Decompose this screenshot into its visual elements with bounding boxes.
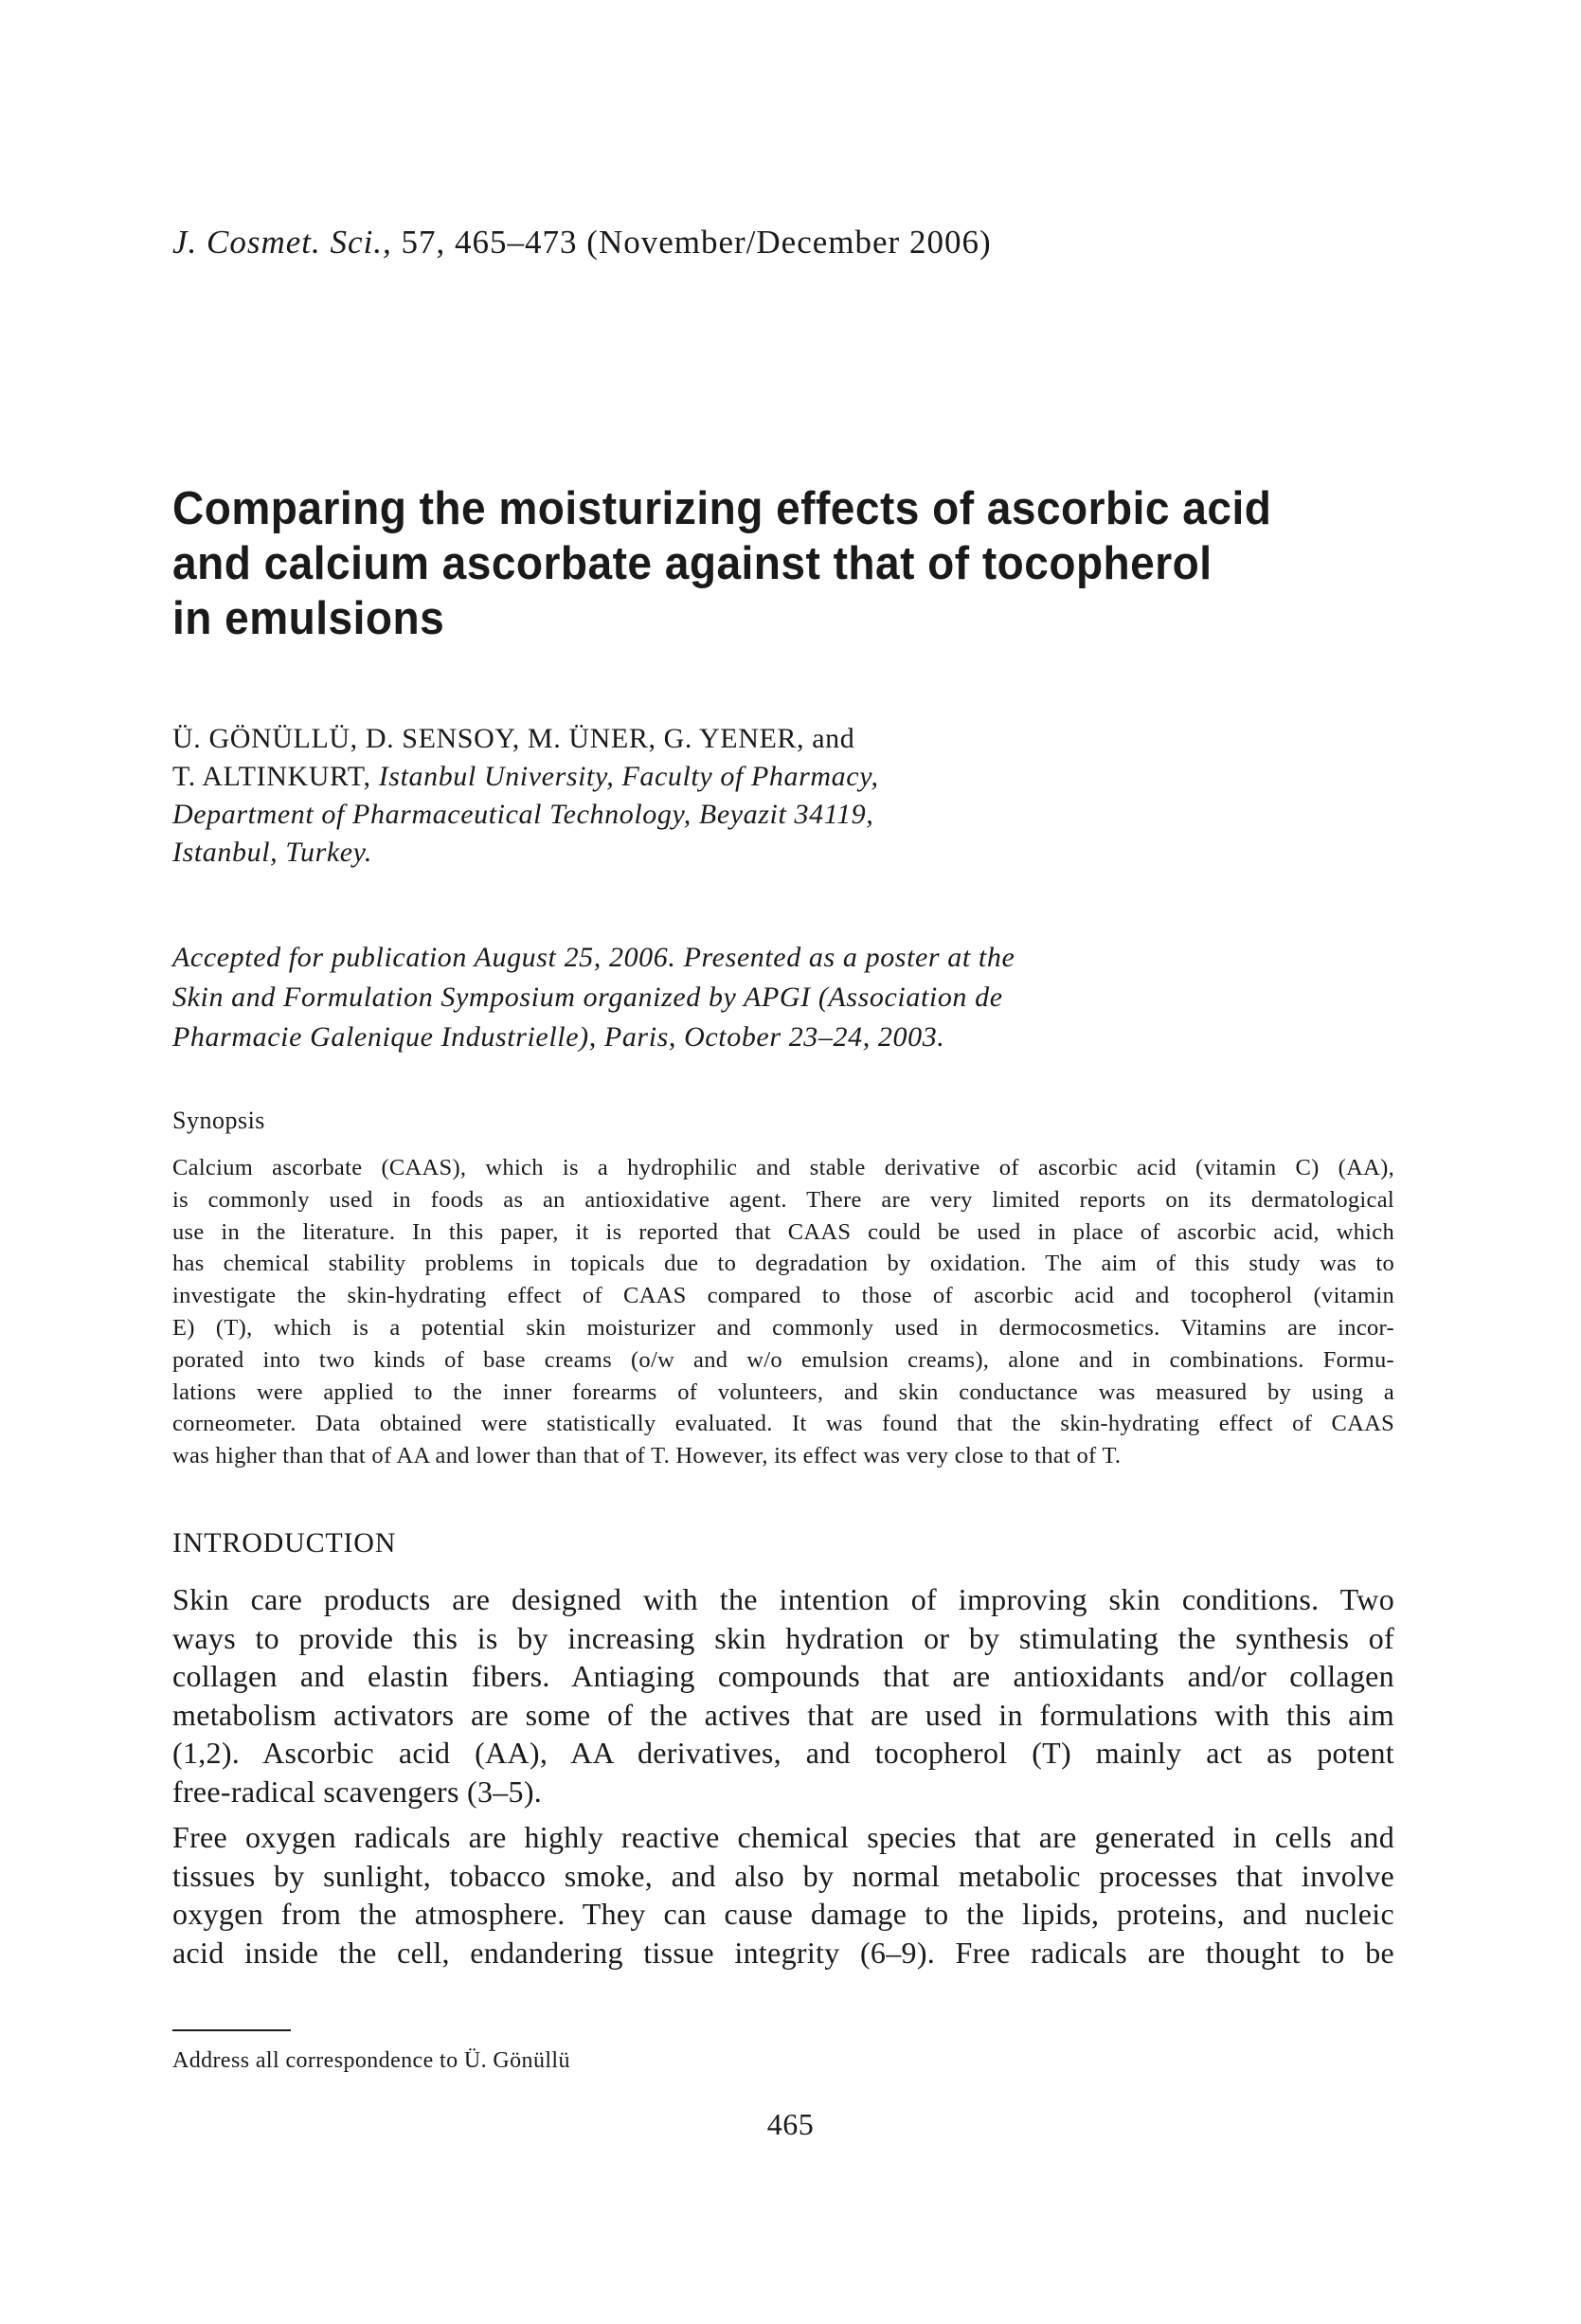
journal-abbrev: J. Cosmet. Sci., xyxy=(172,224,392,261)
text-line: Free oxygen radicals are highly reactive chemical species that are generated in cells and xyxy=(172,1820,1394,1854)
text-line: free-radical scavengers (3–5). xyxy=(172,1774,543,1809)
publication-note-line: Accepted for publication August 25, 2006. Presented as a poster at the xyxy=(172,942,1015,973)
text-line: (1,2). Ascorbic acid (AA), AA derivatives, and tocopherol (T) mainly act as potent xyxy=(172,1736,1394,1770)
introduction-body xyxy=(172,1580,1394,1979)
author-line xyxy=(172,758,879,796)
text-line: metabolism activators are some of the actives that are used in formulations with this aim xyxy=(172,1697,1394,1732)
synopsis-line: lations were applied to the inner forearms of volunteers, and skin conductance was measured by using a xyxy=(172,1378,1394,1405)
synopsis-line: has chemical stability problems in topicals due to degradation by oxidation. The aim of this study was to xyxy=(172,1251,1394,1277)
text-line: tissues by sunlight, tobacco smoke, and also by normal metabolic processes that involve xyxy=(172,1858,1394,1893)
synopsis-line: E) (T), which is a potential skin moisturizer and commonly used in dermocosmetics. Vitamins are incor- xyxy=(172,1314,1394,1341)
author-names: T. ALTINKURT, xyxy=(172,761,379,792)
publication-note xyxy=(172,938,1015,1057)
synopsis-text xyxy=(172,1152,1394,1472)
affiliation-line: Department of Pharmaceutical Technology, Beyazit 34119, xyxy=(172,799,874,830)
journal-citation xyxy=(172,224,992,261)
synopsis-line: use in the literature. In this paper, it is reported that CAAS could be used in place of ascorbic acid, which xyxy=(172,1218,1394,1245)
title-line: Comparing the moisturizing effects of ascorbic acid xyxy=(172,483,1272,534)
synopsis-line: was higher than that of AA and lower than that of T. However, its effect was very close to that of T. xyxy=(172,1443,1122,1469)
synopsis-line: is commonly used in foods as an antioxidative agent. There are very limited reports on its dermatological xyxy=(172,1186,1394,1213)
publication-note-line: Pharmacie Galenique Industrielle), Paris, October 23–24, 2003. xyxy=(172,1021,945,1053)
title-line: and calcium ascorbate against that of tocopherol xyxy=(172,538,1213,589)
synopsis-line: porated into two kinds of base creams (o/w and w/o emulsion creams), alone and in combinations. Formu- xyxy=(172,1346,1394,1373)
footnote-divider xyxy=(172,2029,291,2031)
affiliation: Istanbul University, Faculty of Pharmacy, xyxy=(378,761,879,792)
paper-title xyxy=(172,481,1348,646)
title-line: in emulsions xyxy=(172,593,445,644)
text-line: acid inside the cell, endandering tissue integrity (6–9). Free radicals are thought to be xyxy=(172,1935,1394,1970)
section-heading-introduction: INTRODUCTION xyxy=(172,1527,397,1558)
text-line: oxygen from the atmosphere. They can cause damage to the lipids, proteins, and nucleic xyxy=(172,1897,1394,1931)
author-line: Ü. GÖNÜLLÜ, D. SENSOY, M. ÜNER, G. YENER, and xyxy=(172,723,855,754)
text-line: collagen and elastin fibers. Antiaging compounds that are antioxidants and/or collagen xyxy=(172,1659,1394,1693)
author-block xyxy=(172,720,879,872)
publication-note-line: Skin and Formulation Symposium organized by APGI (Association de xyxy=(172,982,1003,1013)
synopsis-line: corneometer. Data obtained were statistically evaluated. It was found that the skin-hydrating effect of CAAS xyxy=(172,1411,1394,1437)
synopsis-line: Calcium ascorbate (CAAS), which is a hydrophilic and stable derivative of ascorbic acid (vitamin C) (AA), xyxy=(172,1155,1394,1180)
paragraph xyxy=(172,1818,1394,1972)
text-line: Skin care products are designed with the intention of improving skin conditions. Two xyxy=(172,1582,1394,1616)
text-line: ways to provide this is by increasing skin hydration or by stimulating the synthesis of xyxy=(172,1620,1394,1655)
synopsis-line: investigate the skin-hydrating effect of CAAS compared to those of ascorbic acid and tocopherol (vitamin xyxy=(172,1283,1394,1309)
citation-details: 57, 465–473 (November/December 2006) xyxy=(391,224,992,261)
paragraph xyxy=(172,1580,1394,1811)
page-number: 465 xyxy=(766,2107,815,2141)
affiliation-line: Istanbul, Turkey. xyxy=(172,837,373,868)
footnote: Address all correspondence to Ü. Gönüllü xyxy=(172,2048,570,2073)
synopsis-heading: Synopsis xyxy=(172,1107,265,1134)
